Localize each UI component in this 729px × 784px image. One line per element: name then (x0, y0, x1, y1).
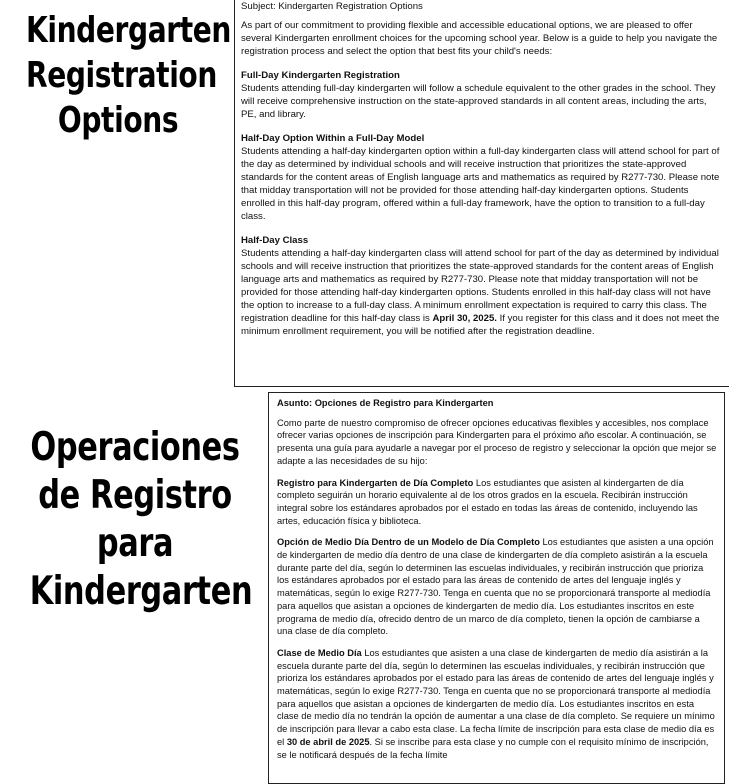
spanish-title-line: de Registro (38, 473, 232, 518)
spanish-half-class-body: Los estudiantes que asisten a una clase de kindergarten de medio día asistirán a la escuela durante parte del día, según lo determinen las escuelas individuales, y recibirán instrucción que prioriza los estándares aprobados por el estado para las áreas de contenido de artes del lenguaje inglés y matemáticas, según lo exige R277-730. Tenga en cuenta que no se proporcionará transporte al mediodía para aquellos que asistan a opciones de kindergarten de medio día. Los estudiantes inscritos en esta clase de medio día no tendrán la opción de aumentar a una clase de día completo. Se requiere un mínimo de inscripción para llevar a cabo esta clase. La fecha límite de inscripción para esta clase de medio día es el (277, 647, 715, 747)
english-full-day-heading: Full-Day Kindergarten Registration (241, 70, 400, 81)
spanish-section-full-day (277, 477, 717, 528)
spanish-half-within-body: Los estudiantes que asisten a una opción de kindergarten de medio día dentro de una clase de kindergarten de día completo asistirán a la escuela durante parte del día, según lo determinen las escuelas individuales, y recibirán instrucción que prioriza los estándares aprobados por el estado para las áreas de contenido de artes del lenguaje inglés y matemáticas, según lo exige R277-730. Tenga en cuenta que no se proporcionará transporte al mediodía para aquellos que asistan a opciones de kindergarten de medio día. Los estudiantes inscritos en este programa de medio día, ofrecido dentro de un marco de día completo, tienen la opción de cambiarse a una clase de día completo. (277, 537, 714, 637)
english-intro: As part of our commitment to providing flexible and accessible educational options, we are pleased to offer several Kindergarten enrollment choices for the upcoming school year. Below is a guide to help you navigate the registration process and select the option that best fits your child's needs: (241, 20, 718, 57)
english-title-line: Registration (25, 55, 217, 96)
english-deadline: April 30, 2025. (432, 313, 497, 324)
spanish-deadline: 30 de abril de 2025 (286, 736, 370, 747)
spanish-half-class-body-end: . Si se inscribe para esta clase y no cumple con el requisito mínimo de inscripción, se le notificará después de la fecha límite (277, 736, 709, 760)
english-full-day-body: Students attending full-day kindergarten will follow a schedule equivalent to the other grades in the school. They will receive comprehensive instruction on the state-approved standards in all content areas, including the arts, PE, and library. (241, 83, 716, 120)
english-document-panel (234, 0, 729, 387)
english-section-full-day (241, 69, 721, 121)
english-subject: Subject: Kindergarten Registration Options (241, 1, 423, 12)
spanish-half-class-heading: Clase de Medio Día (277, 647, 362, 658)
english-half-class-body: Students attending a half-day kindergarten class will attend school for part of the day as determined by individual schools and will receive instruction that prioritizes the state-approved standards for the content areas of English language arts and mathematics as required by R277-730. Please note that midday transportation will not be provided for those attending half-day kindergarten options. Students enrolled in this half-day class will not have the option to increase to a full-day class. A minimum enrollment expectation is required to carry this class. The registration deadline for this half-day class is (241, 248, 719, 324)
spanish-intro: Como parte de nuestro compromiso de ofrecer opciones educativas flexibles y accesibles, nos complace ofrecer varias opciones de inscripción para Kindergarten para el próximo año escolar. A continuación, se presenta una guía para ayudarle a navegar por el proceso de registro y seleccionar la opción que mejor se adapte a las necesidades de su hijo: (277, 417, 717, 466)
english-half-class-body-end: If you register for this class and it does not meet the minimum enrollment requirement, you will be notified after the registration deadline. (241, 313, 720, 337)
spanish-half-within-heading: Opción de Medio Día Dentro de un Modelo de Día Completo (277, 537, 540, 548)
spanish-full-day-body: Los estudiantes que asisten al kindergarten de día completo seguirán un horario equivalente al de los otros grados en la escuela. Recibirán instrucción integral sobre los estándares aprobados por el estado en todas las áreas de contenido, incluyendo las artes, educación física y biblioteca. (277, 477, 698, 526)
english-title-line: Options (57, 100, 179, 141)
english-title-line: Kindergarten (25, 10, 232, 51)
english-half-class-heading: Half-Day Class (241, 235, 309, 246)
spanish-title-line: para (96, 521, 174, 566)
english-half-within-body: Students attending a half-day kindergarten option within a full-day kindergarten class will attend school for part of the day as determined by individual schools and will receive instruction that prioritizes the state-approved standards for the content areas of English language arts and mathematics as required by R277-730. Please note that midday transportation will not be provided for those attending half-day kindergarten options. Students enrolled in this half-day program, offered within a full-day framework, have the option to transition to a full-day class. (241, 146, 720, 222)
english-section-half-class (241, 234, 721, 338)
english-title (25, 8, 232, 143)
english-section-half-within (241, 132, 721, 223)
spanish-full-day-heading: Registro para Kindergarten de Día Completo (277, 477, 474, 488)
spanish-section-half-class (277, 647, 717, 761)
spanish-title-line: Kindergarten (29, 569, 253, 614)
spanish-subject: Asunto: Opciones de Registro para Kindergarten (277, 398, 494, 408)
spanish-title-line: Operaciones (30, 425, 240, 470)
spanish-document-panel (268, 392, 725, 784)
english-half-within-heading: Half-Day Option Within a Full-Day Model (241, 133, 425, 144)
spanish-section-half-within (277, 536, 717, 638)
spanish-title (29, 424, 253, 616)
